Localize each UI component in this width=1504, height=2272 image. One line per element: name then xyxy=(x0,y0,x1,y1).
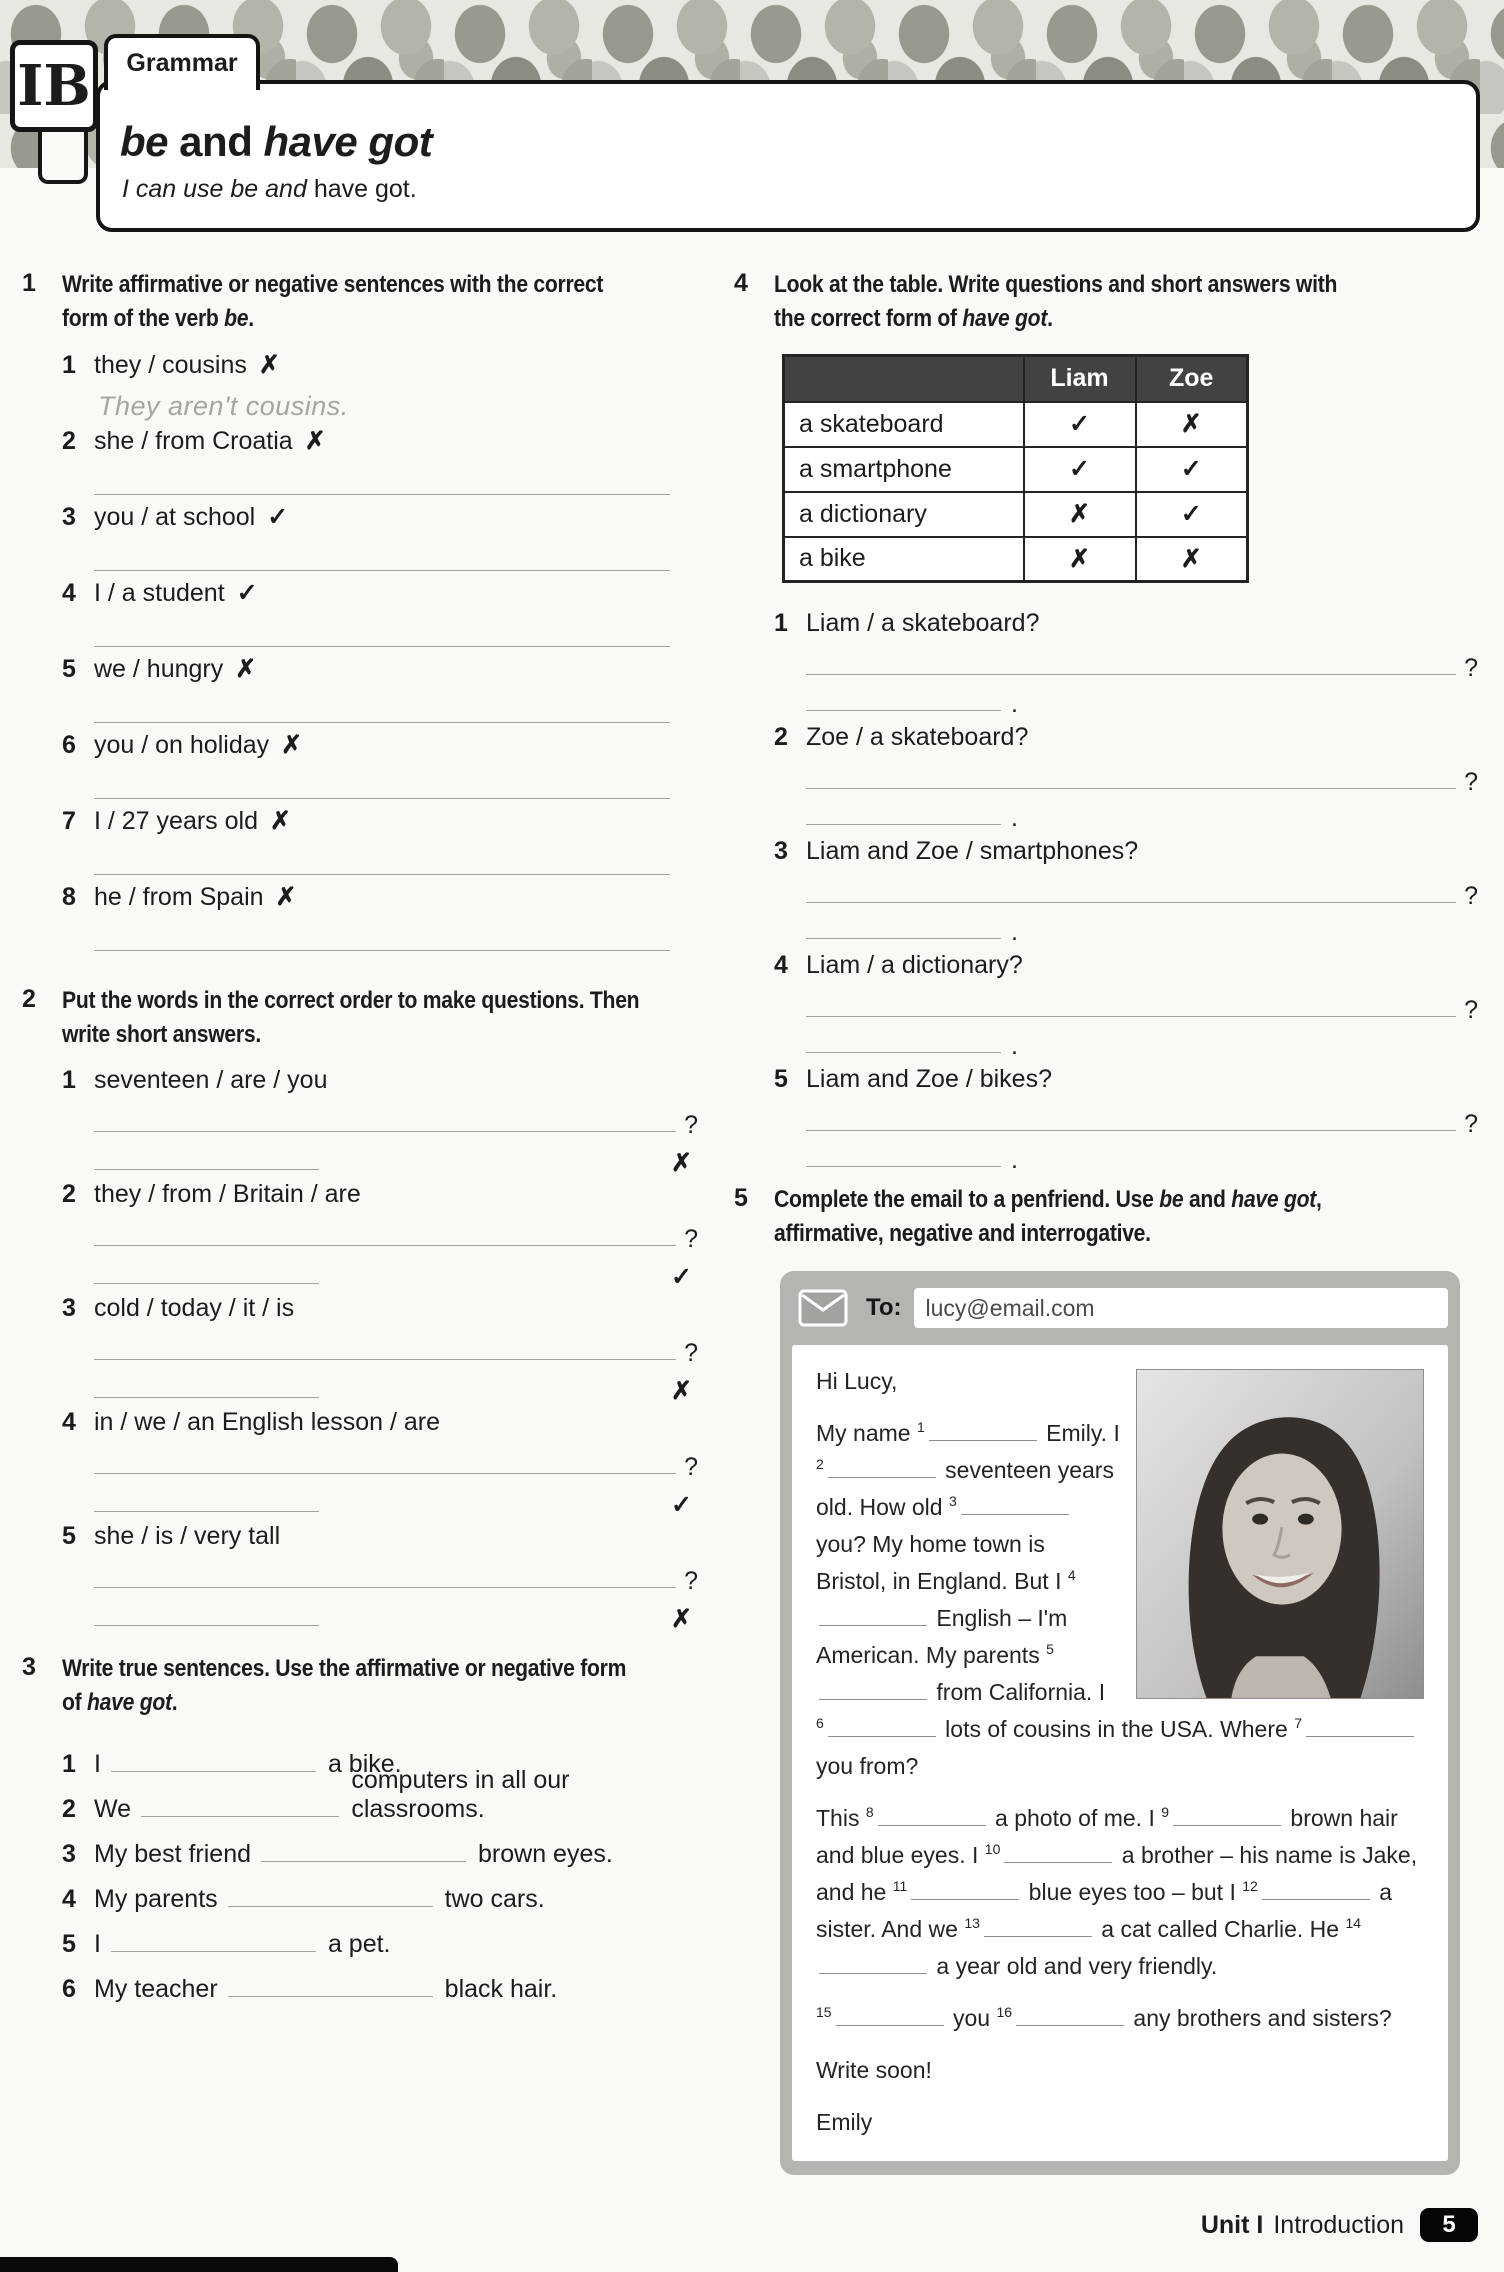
answer-line xyxy=(806,902,1456,903)
answer-line xyxy=(806,674,1456,675)
question-mark: ? xyxy=(1464,996,1478,1024)
sentence-end: black hair. xyxy=(444,1975,558,2003)
answer-line xyxy=(806,1016,1456,1017)
answer-line xyxy=(94,1131,676,1132)
page-title: be and have got xyxy=(120,118,433,166)
answer-area xyxy=(94,538,698,578)
email-header-bar xyxy=(792,1281,1448,1335)
item-number: 2 xyxy=(62,427,76,455)
answer-line xyxy=(94,950,670,951)
item-mark: ✗ xyxy=(269,807,291,835)
answer-blank xyxy=(1173,1821,1281,1826)
expected-mark: ✗ xyxy=(671,1605,692,1633)
ex2-item-list xyxy=(62,1066,698,1634)
item-prompt: in / we / an English lesson / are xyxy=(94,1408,441,1436)
unit-badge: IB xyxy=(10,40,98,132)
exercise-number: 4 xyxy=(734,269,748,297)
exercise-heading: Complete the email to a penfriend. Use be and have got, affirmative, negative and interrogative. xyxy=(774,1186,1322,1247)
question-mark: ? xyxy=(684,1339,698,1367)
exercise-item xyxy=(62,1522,698,1634)
exercise-item xyxy=(62,1408,698,1520)
short-answer-line xyxy=(806,824,1001,825)
blank-number: 8 xyxy=(865,1804,874,1821)
item-mark: ✗ xyxy=(304,427,326,455)
exercise-item xyxy=(62,1914,698,1959)
exercise-heading: Put the words in the correct order to make questions. Then write short answers. xyxy=(62,987,640,1048)
item-prompt: you / at school xyxy=(94,503,256,531)
table-row-label: a smartphone xyxy=(784,447,1024,492)
answer-blank xyxy=(878,1821,986,1826)
item-prompt: he / from Spain xyxy=(94,883,264,911)
table-header-zoe: Zoe xyxy=(1136,356,1248,402)
item-mark: ✓ xyxy=(236,579,258,607)
period-mark: . xyxy=(1011,918,1018,946)
item-number: 3 xyxy=(774,837,788,865)
exercise-item xyxy=(62,502,698,578)
email-closing: Write soon! xyxy=(816,2057,932,2083)
exercise-item xyxy=(62,1294,698,1406)
email-greeting: Hi Lucy, xyxy=(816,1368,898,1394)
item-number: 5 xyxy=(62,655,76,683)
item-number: 2 xyxy=(62,1180,76,1208)
sentence-start: We xyxy=(94,1795,132,1823)
question-answer-row xyxy=(94,1558,698,1596)
answer-blank xyxy=(819,1695,927,1700)
page-footer xyxy=(1201,2208,1478,2242)
answer-blank xyxy=(984,1932,1092,1937)
question-answer-row xyxy=(94,1330,698,1368)
short-answer-row xyxy=(806,911,1478,947)
email-signature: Emily xyxy=(816,2109,873,2135)
item-number: 4 xyxy=(62,579,76,607)
item-prompt: Zoe / a skateboard? xyxy=(806,723,1029,751)
short-answer-line xyxy=(806,710,1001,711)
page-subtitle: I can use be and have got. xyxy=(122,175,417,203)
period-mark: . xyxy=(1011,1032,1018,1060)
sentence-start: I xyxy=(94,1750,101,1778)
to-label: To: xyxy=(866,1294,902,1321)
answer-area xyxy=(94,614,698,654)
question-mark: ? xyxy=(684,1225,698,1253)
short-answer-row xyxy=(806,1139,1478,1175)
answer-line xyxy=(228,1906,433,1907)
ex1-item-list xyxy=(62,350,698,958)
expected-mark: ✗ xyxy=(671,1149,692,1177)
question-answer-row xyxy=(806,873,1478,911)
table-header-empty xyxy=(784,356,1024,402)
exercise-1 xyxy=(22,268,698,958)
exercise-3 xyxy=(22,1652,698,2004)
blank-number: 13 xyxy=(964,1915,980,1932)
email-paragraph-3: $^{15}$ you $^{16}$ any brothers and sisters? xyxy=(816,2004,1392,2031)
item-number: 3 xyxy=(62,503,76,531)
answer-area xyxy=(94,386,698,426)
item-prompt: she / from Croatia xyxy=(94,427,293,455)
blank-number: 9 xyxy=(1161,1804,1170,1821)
item-number: 7 xyxy=(62,807,76,835)
liam-mark: ✗ xyxy=(1024,537,1136,582)
footer-section: Introduction xyxy=(1273,2210,1404,2239)
item-prompt: they / cousins xyxy=(94,351,247,379)
blank-number: 5 xyxy=(1046,1641,1054,1658)
question-answer-row xyxy=(94,1444,698,1482)
envelope-icon xyxy=(798,1289,848,1327)
answer-blank xyxy=(1004,1858,1112,1863)
liam-mark: ✓ xyxy=(1024,402,1136,447)
item-prompt: Liam / a dictionary? xyxy=(806,951,1023,979)
item-prompt: Liam / a skateboard? xyxy=(806,609,1040,637)
question-answer-row xyxy=(806,987,1478,1025)
answer-area xyxy=(94,918,698,958)
exercise-4 xyxy=(734,268,1478,1175)
blank-number: 10 xyxy=(984,1841,1001,1858)
expected-mark: ✓ xyxy=(671,1263,692,1291)
exercise-item xyxy=(62,1066,698,1178)
footer-unit: Unit I xyxy=(1200,2210,1264,2239)
sentence-start: My best friend xyxy=(94,1840,252,1868)
question-mark: ? xyxy=(684,1567,698,1595)
answer-blank xyxy=(911,1895,1019,1900)
blank-number: 12 xyxy=(1242,1878,1258,1895)
item-number: 4 xyxy=(774,951,788,979)
answer-line xyxy=(228,1996,433,1997)
short-answer-line xyxy=(94,1169,319,1170)
blank-number: 15 xyxy=(816,2004,832,2021)
blank-number: 1 xyxy=(916,1419,925,1436)
left-column xyxy=(22,268,698,2175)
email-body xyxy=(792,1345,1448,2161)
exercise-item xyxy=(62,426,698,502)
exercise-item xyxy=(62,1869,698,1914)
blank-number: 16 xyxy=(996,2004,1013,2021)
table-header-row xyxy=(784,356,1248,402)
short-answer-row xyxy=(94,1140,698,1178)
question-mark: ? xyxy=(1464,768,1478,796)
have-got-table xyxy=(782,354,1249,583)
handwritten-answer: They aren't cousins. xyxy=(98,391,349,421)
item-number: 5 xyxy=(62,1522,76,1550)
short-answer-line xyxy=(94,1511,319,1512)
answer-line xyxy=(94,1473,676,1474)
table-row-label: a dictionary xyxy=(784,492,1024,537)
item-prompt: Liam and Zoe / bikes? xyxy=(806,1065,1052,1093)
item-prompt: we / hungry xyxy=(94,655,224,683)
item-number: 1 xyxy=(774,609,788,637)
exercise-item xyxy=(774,951,1478,1061)
item-mark: ✗ xyxy=(275,883,297,911)
email-panel xyxy=(780,1271,1460,2175)
exercise-item xyxy=(62,654,698,730)
item-number: 4 xyxy=(62,1408,76,1436)
item-number: 5 xyxy=(62,1930,76,1958)
table-row-label: a bike xyxy=(784,537,1024,582)
zoe-mark: ✗ xyxy=(1136,402,1248,447)
item-mark: ✗ xyxy=(258,351,280,379)
short-answer-row xyxy=(94,1596,698,1634)
answer-line xyxy=(94,1587,676,1588)
answer-line xyxy=(261,1861,466,1862)
question-mark: ? xyxy=(1464,882,1478,910)
answer-blank xyxy=(819,1969,927,1974)
short-answer-row xyxy=(94,1368,698,1406)
short-answer-row xyxy=(806,683,1478,719)
question-answer-row xyxy=(806,759,1478,797)
answer-line xyxy=(111,1951,316,1952)
answer-blank xyxy=(819,1621,927,1626)
sentence-end: brown eyes. xyxy=(478,1840,613,1868)
item-prompt: I / a student xyxy=(94,579,225,607)
exercise-item xyxy=(62,1180,698,1292)
zoe-mark: ✓ xyxy=(1136,492,1248,537)
exercise-number: 1 xyxy=(22,269,36,297)
answer-line xyxy=(94,874,670,875)
question-mark: ? xyxy=(1464,654,1478,682)
answer-line xyxy=(806,788,1456,789)
answer-blank xyxy=(828,1732,936,1737)
ex4-item-list xyxy=(774,609,1478,1175)
expected-mark: ✓ xyxy=(671,1491,692,1519)
item-number: 5 xyxy=(774,1065,788,1093)
blank-number: 11 xyxy=(892,1878,908,1895)
short-answer-row xyxy=(94,1482,698,1520)
email-paragraph-2: This $^8$ a photo of me. I $^9$ brown hair and blue eyes. I $^{10}$ a brother – his name is Jake, and he $^{11}$ blue eyes too – but I $^{12}$ a sister. And we $^{13}$ a cat called Charlie. He $^{14}$ a year old and very friendly. xyxy=(816,1804,1418,1979)
question-mark: ? xyxy=(684,1453,698,1481)
bottom-page-strip xyxy=(0,2257,398,2272)
sentence-end: a bike. xyxy=(327,1750,402,1778)
exercise-item xyxy=(774,1065,1478,1175)
item-number: 1 xyxy=(62,351,76,379)
blank-number: 3 xyxy=(948,1493,957,1510)
item-prompt: they / from / Britain / are xyxy=(94,1180,361,1208)
portrait-photo xyxy=(1136,1369,1424,1699)
short-answer-line xyxy=(94,1397,319,1398)
short-answer-line xyxy=(806,1052,1001,1053)
right-column xyxy=(734,268,1478,2175)
table-row xyxy=(784,447,1248,492)
exercise-heading: Write affirmative or negative sentences with the correct form of the verb be. xyxy=(62,271,604,332)
item-number: 6 xyxy=(62,731,76,759)
liam-mark: ✓ xyxy=(1024,447,1136,492)
short-answer-line xyxy=(94,1283,319,1284)
short-answer-row xyxy=(806,1025,1478,1061)
blank-number: 6 xyxy=(816,1715,824,1732)
exercise-item xyxy=(62,1766,698,1824)
sentence-end: a pet. xyxy=(327,1930,391,1958)
item-number: 3 xyxy=(62,1294,76,1322)
item-prompt: I / 27 years old xyxy=(94,807,258,835)
answer-line xyxy=(94,646,670,647)
answer-blank xyxy=(929,1436,1037,1441)
exercise-number: 2 xyxy=(22,985,36,1013)
item-mark: ✗ xyxy=(281,731,303,759)
zoe-mark: ✓ xyxy=(1136,447,1248,492)
exercise-item xyxy=(62,350,698,426)
page-number-badge: 5 xyxy=(1420,2208,1478,2242)
zoe-mark: ✗ xyxy=(1136,537,1248,582)
exercise-heading: Write true sentences. Use the affirmative or negative form of have got. xyxy=(62,1655,627,1716)
exercise-item xyxy=(774,609,1478,719)
item-number: 3 xyxy=(62,1840,76,1868)
item-prompt: Liam and Zoe / smartphones? xyxy=(806,837,1139,865)
exercise-number: 5 xyxy=(734,1184,748,1212)
answer-line xyxy=(141,1816,339,1817)
question-mark: ? xyxy=(684,1111,698,1139)
item-prompt: cold / today / it / is xyxy=(94,1294,295,1322)
answer-line xyxy=(94,494,670,495)
exercise-2 xyxy=(22,984,698,1634)
item-number: 4 xyxy=(62,1885,76,1913)
answer-line xyxy=(806,1130,1456,1131)
item-mark: ✓ xyxy=(267,503,289,531)
exercise-item xyxy=(62,578,698,654)
answer-blank xyxy=(1306,1732,1414,1737)
exercise-item xyxy=(774,837,1478,947)
exercise-item xyxy=(62,1959,698,2004)
exercise-heading: Look at the table. Write questions and short answers with the correct form of have got. xyxy=(774,271,1338,332)
answer-blank xyxy=(961,1510,1069,1515)
exercise-number: 3 xyxy=(22,1653,36,1681)
question-answer-row xyxy=(94,1216,698,1254)
table-row xyxy=(784,492,1248,537)
blank-number: 7 xyxy=(1294,1715,1302,1732)
exercise-item xyxy=(62,882,698,958)
sentence-start: My parents xyxy=(94,1885,218,1913)
answer-line xyxy=(94,798,670,799)
blank-number: 14 xyxy=(1345,1915,1362,1932)
item-prompt: she / is / very tall xyxy=(94,1522,281,1550)
exercise-item xyxy=(62,806,698,882)
item-mark: ✗ xyxy=(235,655,257,683)
exercise-item xyxy=(774,723,1478,833)
sentence-start: My teacher xyxy=(94,1975,218,2003)
answer-blank xyxy=(1016,2021,1124,2026)
item-number: 1 xyxy=(62,1750,76,1778)
short-answer-line xyxy=(806,938,1001,939)
answer-line xyxy=(94,722,670,723)
period-mark: . xyxy=(1011,804,1018,832)
to-field: lucy@email.com xyxy=(914,1288,1448,1328)
email-paragraph-1: My name $^1$ Emily. I $^2$ seventeen years old. How old $^3$ you? My home town is Bristol, in England. But I $^4$ English – I'm American. My parents $^5$ from California. I $^6$ lots of cousins in the USA. Where $^7$ you from? xyxy=(816,1415,1424,1785)
answer-area xyxy=(94,462,698,502)
unit-tab-edge xyxy=(38,130,88,184)
exercise-item xyxy=(62,1824,698,1869)
content-columns xyxy=(22,268,1482,2175)
item-prompt: you / on holiday xyxy=(94,731,270,759)
period-mark: . xyxy=(1011,690,1018,718)
table-row-label: a skateboard xyxy=(784,402,1024,447)
answer-blank xyxy=(1262,1895,1370,1900)
answer-line xyxy=(94,1245,676,1246)
item-number: 1 xyxy=(62,1066,76,1094)
question-answer-row xyxy=(806,1101,1478,1139)
answer-blank xyxy=(828,1473,936,1478)
answer-line xyxy=(94,1359,676,1360)
question-answer-row xyxy=(94,1102,698,1140)
item-number: 2 xyxy=(62,1795,76,1823)
sentence-end: two cars. xyxy=(444,1885,545,1913)
blank-number: 2 xyxy=(816,1456,824,1473)
sentence-end: computers in all our classrooms. xyxy=(351,1766,570,1823)
exercise-5 xyxy=(734,1183,1478,2175)
table-row xyxy=(784,402,1248,447)
item-number: 2 xyxy=(774,723,788,751)
item-number: 8 xyxy=(62,883,76,911)
question-mark: ? xyxy=(1464,1110,1478,1138)
answer-area xyxy=(94,690,698,730)
liam-mark: ✗ xyxy=(1024,492,1136,537)
short-answer-line xyxy=(806,1166,1001,1167)
blank-number: 4 xyxy=(1067,1567,1076,1584)
answer-area xyxy=(94,766,698,806)
short-answer-line xyxy=(94,1625,319,1626)
ex3-item-list xyxy=(22,1734,698,2004)
answer-line xyxy=(94,570,670,571)
sentence-start: I xyxy=(94,1930,101,1958)
item-prompt: seventeen / are / you xyxy=(94,1066,328,1094)
table-header-liam: Liam xyxy=(1024,356,1136,402)
short-answer-row xyxy=(94,1254,698,1292)
question-answer-row xyxy=(806,645,1478,683)
table-row xyxy=(784,537,1248,582)
exercise-item xyxy=(62,730,698,806)
period-mark: . xyxy=(1011,1146,1018,1174)
grammar-tab: Grammar xyxy=(104,34,260,90)
item-number: 6 xyxy=(62,1975,76,2003)
answer-area xyxy=(94,842,698,882)
short-answer-row xyxy=(806,797,1478,833)
answer-line xyxy=(111,1771,316,1772)
answer-blank xyxy=(836,2021,944,2026)
expected-mark: ✗ xyxy=(671,1377,692,1405)
